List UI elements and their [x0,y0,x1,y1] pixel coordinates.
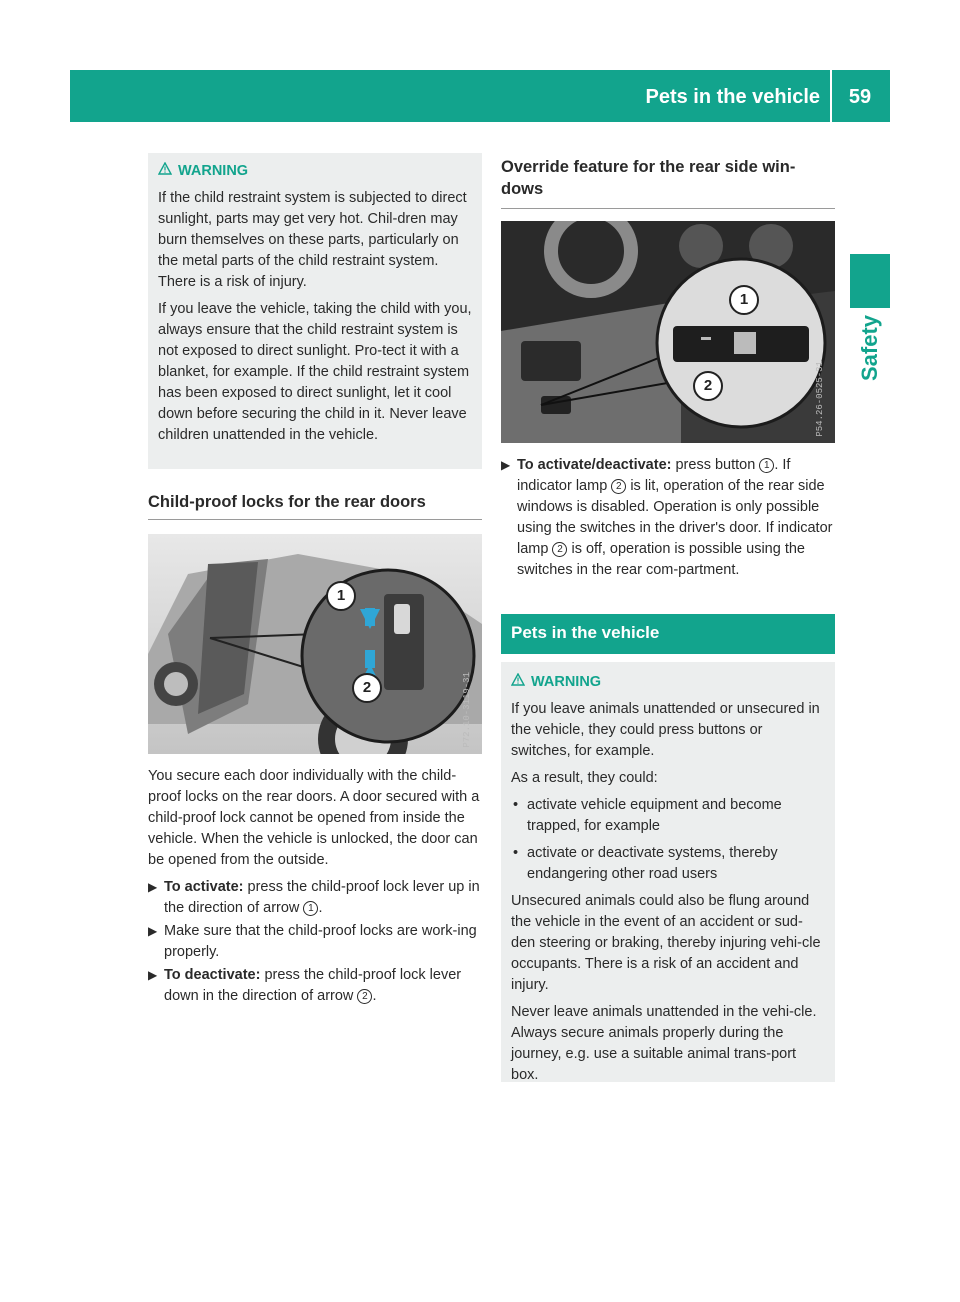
warning-paragraph: If you leave the vehicle, taking the child with you, always ensure that the child restraint system is not exposed to direct sunlight. Pro-tect it with a blanket, for example. If the child restraint system has been exposed to direct sunlight, let it cool down before securing the child in it. Never leave children unattended in the vehicle. [158,301,472,443]
step-arrow-icon: ▶ [148,924,158,938]
bullet-text: activate vehicle equipment and become trapped, for example [527,797,782,834]
bullet-item [511,843,825,885]
reference-number: 2 [357,989,372,1004]
warning-box-child-restraint [148,153,482,469]
step-text-end: . [372,988,377,1004]
warning-paragraph: As a result, they could: [511,770,658,786]
instruction-step [501,455,835,581]
step-text: press the child-proof lock lever up in the direction of arrow [164,879,480,916]
callout-2: 2 [693,371,723,401]
figure-code: P54.26-0525-31 [815,361,825,437]
child-lock-figure [148,534,482,754]
callout-1: 1 [326,581,356,611]
bullet-text: activate or deactivate systems, thereby endangering other road users [527,845,778,882]
step-label: To activate/deactivate: [517,457,672,473]
warning-heading [511,672,825,693]
step-label: To deactivate: [164,967,261,983]
section-bar-pets: Pets in the vehicle [501,614,835,654]
step-text: Make sure that the child-proof locks are work-ing properly. [164,923,477,960]
warning-triangle-icon [511,672,531,693]
warning-paragraph: If you leave animals unattended or unsecured in the vehicle, they could press buttons or switches, for example. [511,701,820,759]
step-text: is off, operation is possible using the switches in the rear com-partment. [517,541,805,578]
chapter-label: Safety [857,314,882,382]
figure-code: P72.10-3119-31 [462,672,472,748]
warning-heading [158,161,472,182]
step-text: press button [671,457,760,473]
reference-number: 1 [303,901,318,916]
warning-box-pets [501,662,835,1082]
door-panel-illustration [501,221,835,443]
child-lock-intro: You secure each door individually with the child-proof locks on the rear doors. A door secured with a child-proof lock cannot be opened from inside the vehicle. When the vehicle is unlocked, the door can be opened from the outside. [148,768,480,868]
warning-triangle-icon [158,161,178,182]
callout-2: 2 [352,673,382,703]
header-divider [830,70,832,122]
step-text: press the child-proof lock lever down in the direction of arrow [164,967,462,1004]
section-heading-override: Override feature for the rear side win-dows [501,156,835,209]
step-label: To activate: [164,879,244,895]
instruction-step [148,877,482,919]
right-column [501,156,835,583]
step-arrow-icon: ▶ [501,458,511,472]
reference-number: 2 [552,542,567,557]
car-door-illustration [148,534,482,754]
bullet-icon: • [513,797,519,813]
override-figure [501,221,835,443]
left-column [148,153,482,1009]
warning-title: WARNING [531,674,602,690]
callout-1: 1 [729,285,759,315]
page-title: Pets in the vehicle [645,86,820,108]
step-arrow-icon: ▶ [148,880,158,894]
warning-paragraph: If the child restraint system is subjected to direct sunlight, parts may get very hot. Chil-dren may burn themselves on these parts, particularly on the metal parts of the child restraint system. There is a risk of injury. [158,190,467,290]
step-arrow-icon: ▶ [148,968,158,982]
step-text-end: . [318,900,323,916]
step-text: . If indicator lamp [517,457,791,494]
reference-number: 1 [759,458,774,473]
page-number: 59 [848,86,872,108]
warning-title: WARNING [178,163,249,179]
warning-paragraph: Unsecured animals could also be flung around the vehicle in the event of an accident or sud-den steering or braking, thereby injuring vehi-cle occupants. There is a risk of an accident and injury. [511,893,821,993]
bullet-item [511,795,825,837]
reference-number: 2 [611,479,626,494]
step-text: is lit, operation of the rear side windows is disabled. Operation is only possible using the switches in the driver's door. If indicator lamp [517,478,833,557]
warning-paragraph: Never leave animals unattended in the vehi-cle. Always secure animals properly during the journey, e.g. use a suitable animal trans-port box. [511,1004,817,1083]
instruction-step [148,921,482,963]
instruction-step [148,965,482,1007]
section-heading-child-locks: Child-proof locks for the rear doors [148,491,482,520]
pets-section [501,614,835,1082]
bullet-icon: • [513,845,519,861]
